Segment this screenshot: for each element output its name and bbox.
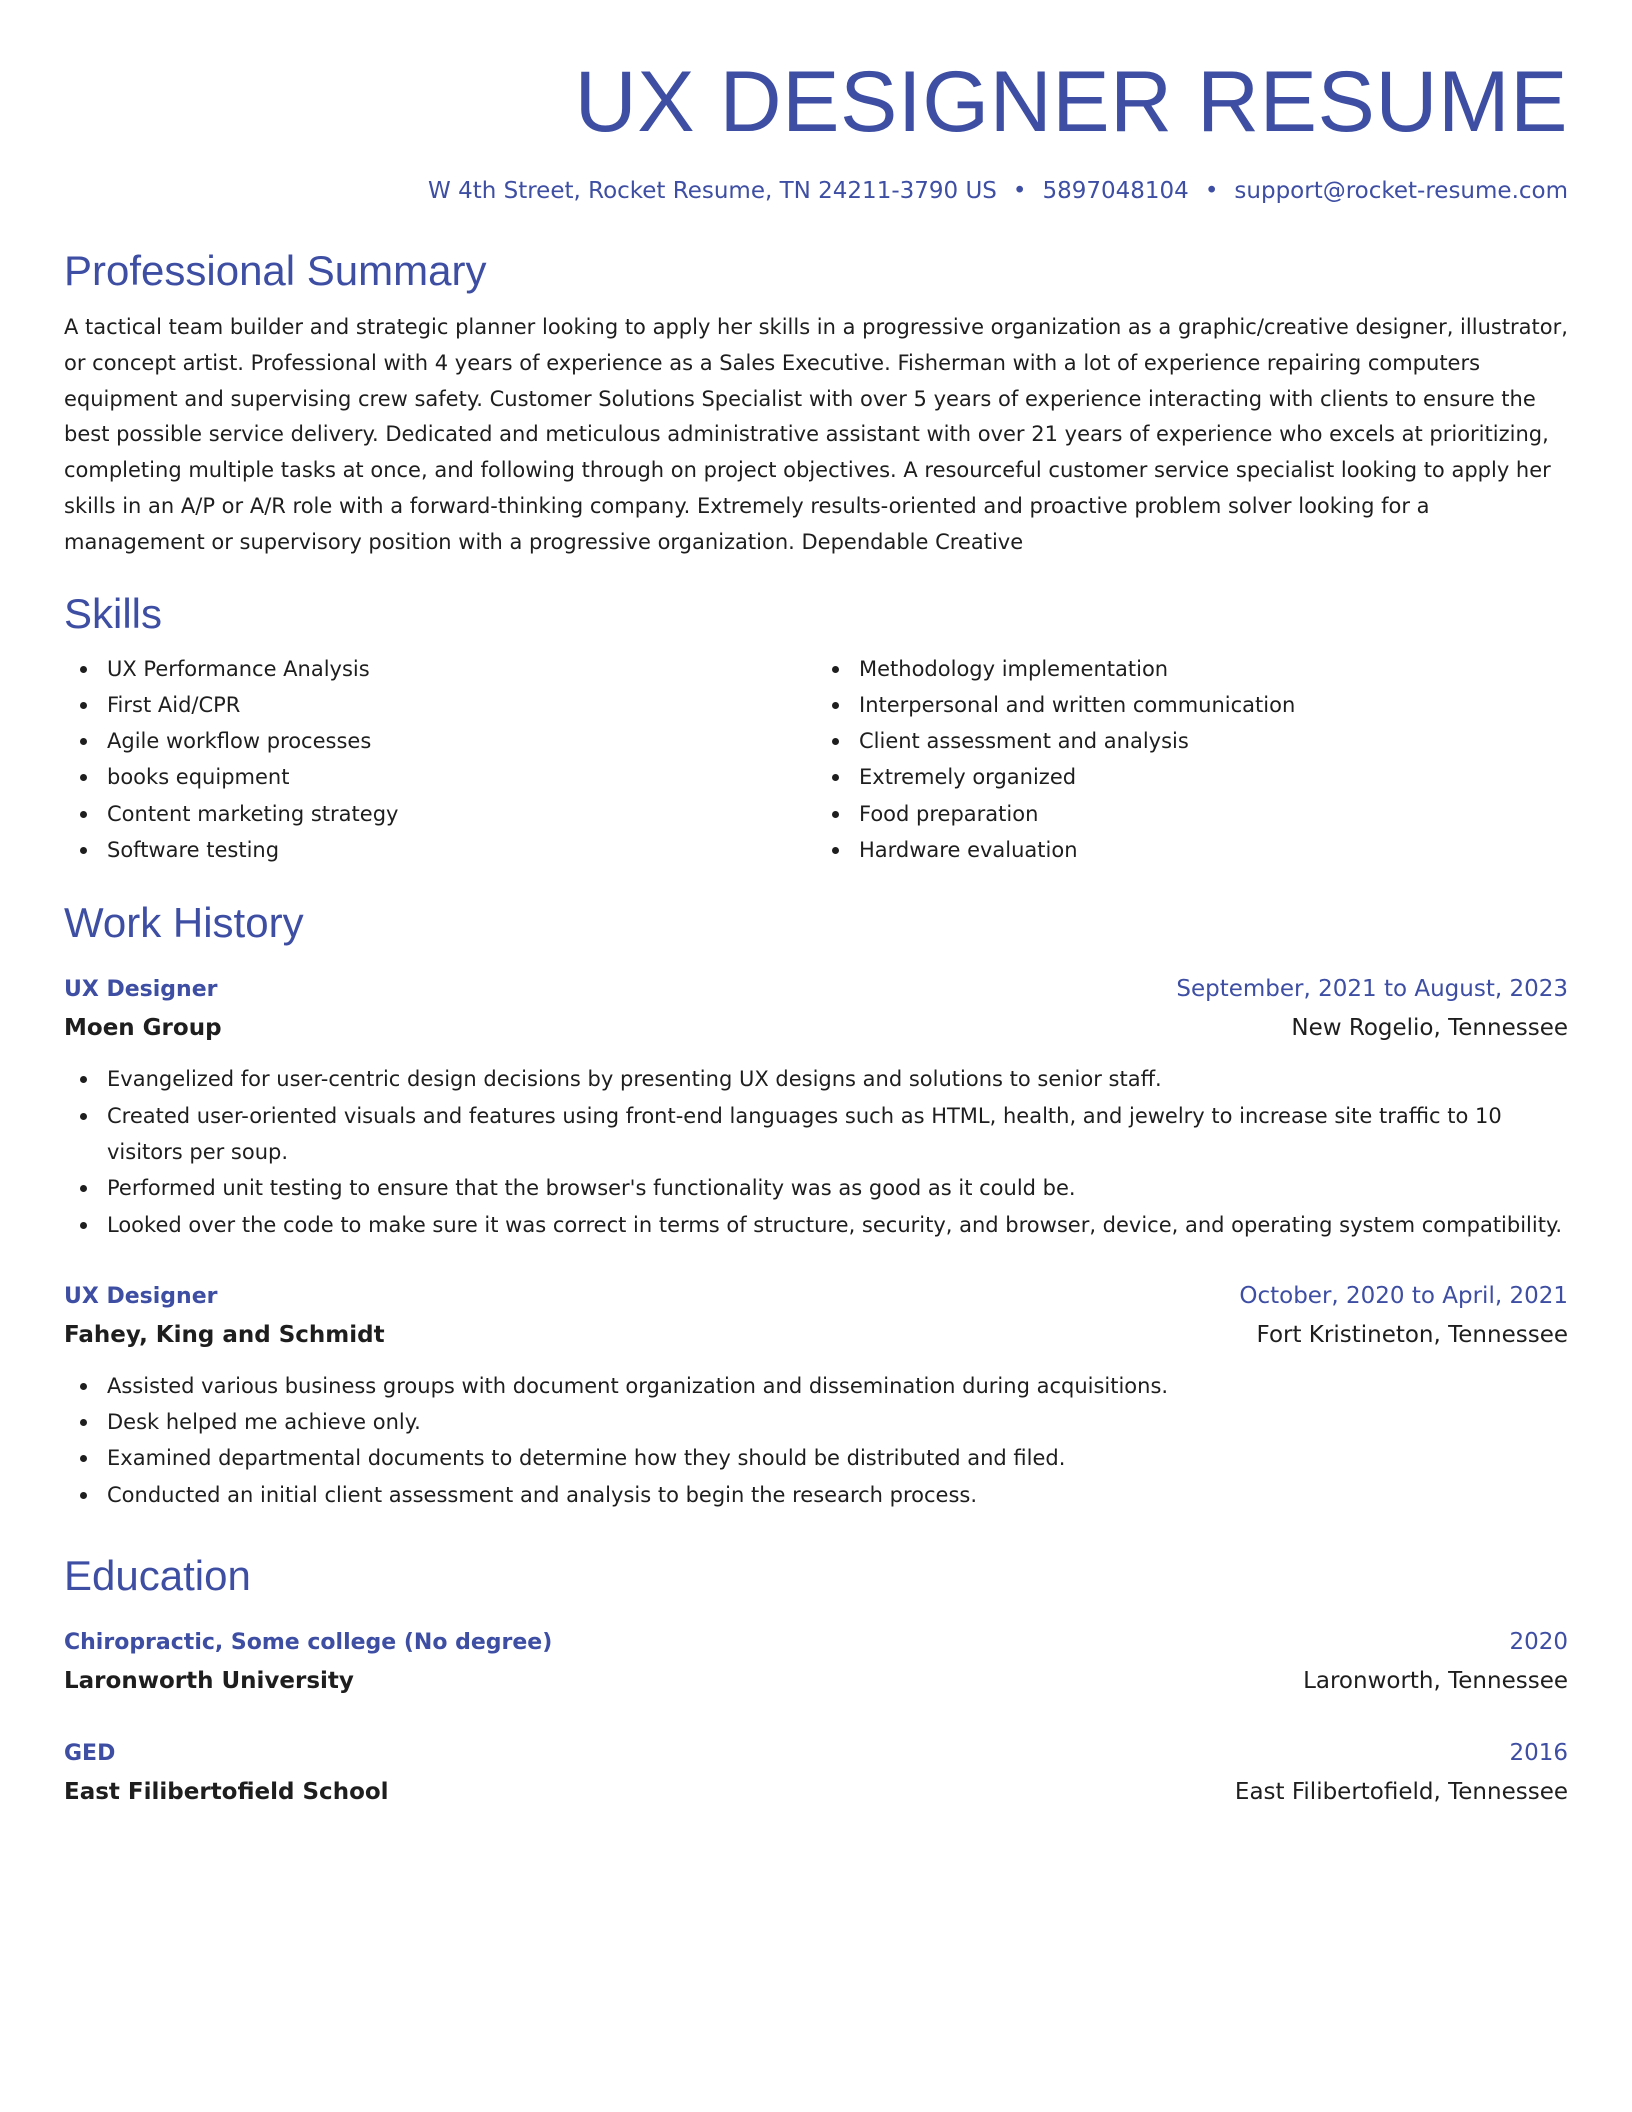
skill-item: books equipment — [64, 759, 816, 795]
job-bullet: Performed unit testing to ensure that the browser's functionality was as good as it could be. — [64, 1170, 1568, 1206]
skill-item: Content marketing strategy — [64, 796, 816, 832]
contact-separator: • — [1204, 178, 1219, 204]
work-history-heading: Work History — [64, 899, 304, 947]
skill-item: Extremely organized — [816, 759, 1568, 795]
job-bullet: Looked over the code to make sure it was correct in terms of structure, security, and browser, device, and operating system compatibility. — [64, 1207, 1568, 1243]
job-bullet: Desk helped me achieve only. — [64, 1404, 1568, 1440]
education-school: Laronworth University — [64, 1668, 354, 1695]
job-company-row — [64, 1316, 1568, 1354]
skill-item: Hardware evaluation — [816, 832, 1568, 868]
job-role: UX Designer — [64, 977, 218, 1003]
job-entry — [64, 1277, 1568, 1513]
skills-column-left — [64, 651, 816, 869]
summary-heading: Professional Summary — [64, 247, 487, 294]
contact-address: W 4th Street, Rocket Resume, TN 24211-3790 US — [428, 178, 997, 204]
education-school: East Filibertofield School — [64, 1779, 389, 1806]
skill-item: First Aid/CPR — [64, 687, 816, 723]
skill-item: UX Performance Analysis — [64, 651, 816, 687]
job-bullet: Created user-oriented visuals and features using front-end languages such as HTML, health, and jewelry to increase site traffic to 10 visitors per soup. — [64, 1098, 1568, 1171]
job-dates: October, 2020 to April, 2021 — [1239, 1282, 1568, 1309]
education-school-row — [64, 1773, 1568, 1811]
job-dates: September, 2021 to August, 2023 — [1176, 976, 1568, 1003]
skill-item: Agile workflow processes — [64, 723, 816, 759]
skills-heading: Skills — [64, 589, 163, 637]
contact-line — [64, 176, 1568, 206]
education-year: 2020 — [1509, 1629, 1568, 1656]
contact-email[interactable]: support@rocket-resume.com — [1234, 178, 1568, 204]
skill-item: Client assessment and analysis — [816, 723, 1568, 759]
job-title-row — [64, 970, 1568, 1009]
skill-item: Food preparation — [816, 796, 1568, 832]
contact-phone: 5897048104 — [1042, 178, 1189, 204]
job-bullet: Evangelized for user-centric design decisions by presenting UX designs and solutions to senior staff. — [64, 1061, 1568, 1097]
job-company: Moen Group — [64, 1015, 222, 1042]
skill-item: Software testing — [64, 832, 816, 868]
summary-text: A tactical team builder and strategic planner looking to apply her skills in a progressive organization as a graphic/creative designer, illustrator, or concept artist. Professional with 4 years of experience as a Sales Executive. Fisherman with a lot of experience repairing computers equipment and supervising crew safety. Customer Solutions Specialist with over 5 years of experience interacting with clients to ensure the best possible service delivery. Dedicated and meticulous administrative assistant with over 21 years of experience who excels at prioritizing, completing multiple tasks at once, and following through on project objectives. A resourceful customer service specialist looking to apply her skills in an A/P or A/R role with a forward-thinking company. Extremely results-oriented and proactive problem solver looking for a management or supervisory position with a progressive organization. Dependable Creative — [64, 315, 1568, 554]
education-year: 2016 — [1509, 1740, 1568, 1767]
education-school-row — [64, 1662, 1568, 1700]
education-entry — [64, 1734, 1568, 1811]
job-bullet: Examined departmental documents to determine how they should be distributed and filed. — [64, 1440, 1568, 1476]
education-degree-row — [64, 1623, 1568, 1662]
contact-separator: • — [1012, 178, 1027, 204]
job-bullet: Assisted various business groups with document organization and dissemination during acquisitions. — [64, 1368, 1568, 1404]
education-heading: Education — [64, 1552, 251, 1600]
job-bullets — [64, 1061, 1568, 1242]
resume-title: UX DESIGNER RESUME — [574, 54, 1568, 150]
resume-header — [64, 52, 1568, 206]
job-company: Fahey, King and Schmidt — [64, 1321, 385, 1348]
education-degree-row — [64, 1734, 1568, 1773]
education-degree: Chiropractic, Some college (No degree) — [64, 1630, 553, 1656]
education-location: Laronworth, Tennessee — [1303, 1668, 1568, 1695]
job-company-row — [64, 1009, 1568, 1047]
skill-item: Methodology implementation — [816, 651, 1568, 687]
job-bullet: Conducted an initial client assessment and analysis to begin the research process. — [64, 1477, 1568, 1513]
job-role: UX Designer — [64, 1283, 218, 1309]
skill-item: Interpersonal and written communication — [816, 687, 1568, 723]
education-location: East Filibertofield, Tennessee — [1234, 1779, 1568, 1806]
education-degree: GED — [64, 1741, 116, 1767]
skills-list — [64, 651, 1568, 869]
skills-column-right — [816, 651, 1568, 869]
job-location: New Rogelio, Tennessee — [1291, 1015, 1568, 1042]
job-entry — [64, 970, 1568, 1242]
education-entry — [64, 1623, 1568, 1700]
job-location: Fort Kristineton, Tennessee — [1256, 1321, 1568, 1348]
job-bullets — [64, 1368, 1568, 1513]
job-title-row — [64, 1277, 1568, 1316]
